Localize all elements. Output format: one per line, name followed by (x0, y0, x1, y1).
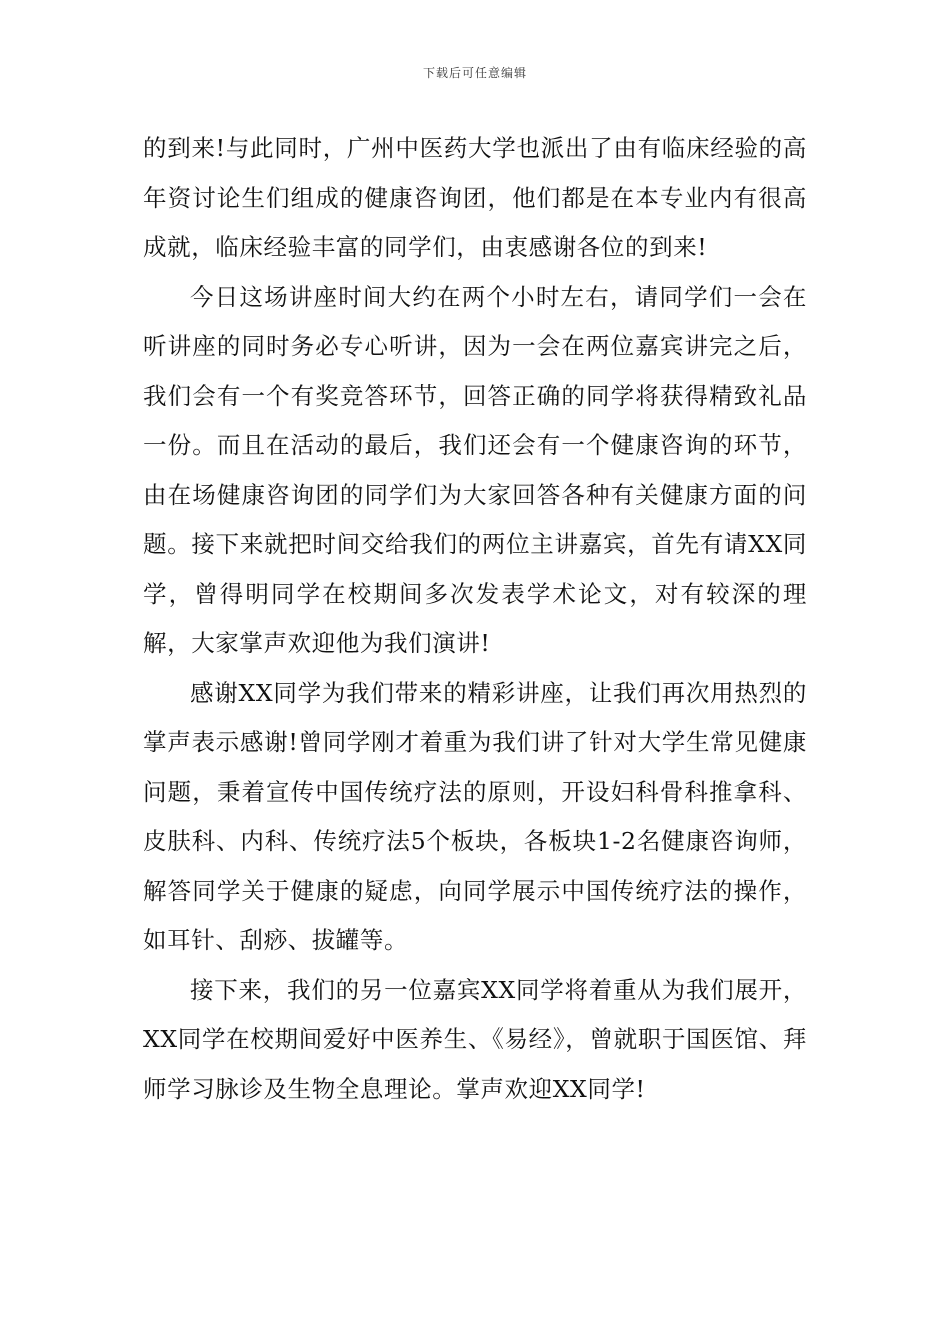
paragraph: 接下来，我们的另一位嘉宾XX同学将着重从为我们展开，XX同学在校期间爱好中医养生、《易经》，曾就职于国医馆、拜师学习脉诊及生物全息理论。掌声欢迎XX同学! (143, 975, 807, 1103)
paragraph: 感谢XX同学为我们带来的精彩讲座，让我们再次用热烈的掌声表示感谢!曾同学刚才着重为我们讲了针对大学生常见健康问题，秉着宣传中国传统疗法的原则，开设妇科骨科推拿科、皮肤科、内科、传统疗法5个板块，各板块1-2名健康咨询师，解答同学关于健康的疑虑，向同学展示中国传统疗法的操作，如耳针、刮痧、拔罐等。 (143, 678, 807, 954)
paragraph: 的到来!与此同时，广州中医药大学也派出了由有临床经验的高年资讨论生们组成的健康咨询团，他们都是在本专业内有很高成就，临床经验丰富的同学们，由衷感谢各位的到来! (143, 134, 807, 261)
document-body (143, 124, 807, 1114)
page-header: 下载后可任意编辑 (422, 66, 527, 80)
paragraph: 今日这场讲座时间大约在两个小时左右，请同学们一会在听讲座的同时务必专心听讲，因为一会在两位嘉宾讲完之后，我们会有一个有奖竞答环节，回答正确的同学将获得精致礼品一份。而且在活动的最后，我们还会有一个健康咨询的环节，由在场健康咨询团的同学们为大家回答各种有关健康方面的问题。接下来就把时间交给我们的两位主讲嘉宾，首先有请XX同学，曾得明同学在校期间多次发表学术论文，对有较深的理解，大家掌声欢迎他为我们演讲! (143, 282, 807, 657)
